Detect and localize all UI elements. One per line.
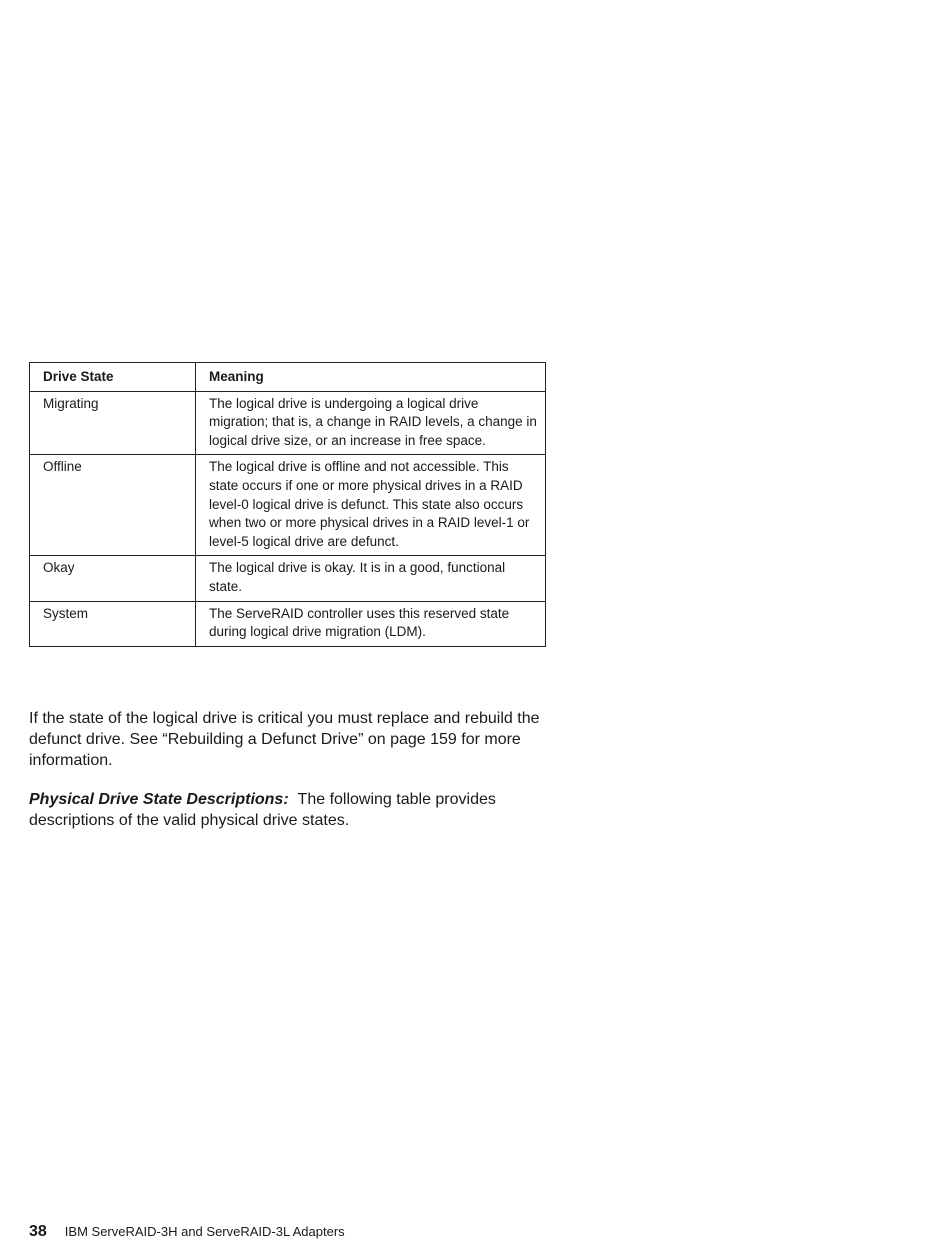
drive-state-cell: Migrating xyxy=(30,391,196,455)
drive-state-cell: Okay xyxy=(30,556,196,601)
meaning-cell: The logical drive is okay. It is in a good, functional state. xyxy=(196,556,546,601)
table-row xyxy=(30,556,546,601)
table-row xyxy=(30,391,546,455)
drive-state-cell: System xyxy=(30,601,196,646)
run-in-heading: Physical Drive State Descriptions: xyxy=(29,791,289,808)
meaning-cell: The ServeRAID controller uses this reserved state during logical drive migration (LDM). xyxy=(196,601,546,646)
table-header-row xyxy=(30,363,546,392)
meaning-cell: The logical drive is offline and not accessible. This state occurs if one or more physical drives in a RAID level-0 logical drive is defunct. This state also occurs when two or more physical drives in a RAID level-1 or level-5 logical drive are defunct. xyxy=(196,455,546,556)
drive-state-table xyxy=(29,362,546,647)
book-title: IBM ServeRAID-3H and ServeRAID-3L Adapters xyxy=(64,1224,345,1239)
table-row xyxy=(30,601,546,646)
intro-text: The following table provides descriptions of the valid physical drive states. xyxy=(29,791,496,829)
column-header-meaning: Meaning xyxy=(196,363,546,392)
meaning-cell: The logical drive is undergoing a logical drive migration; that is, a change in RAID levels, a change in logical drive size, or an increase in free space. xyxy=(196,391,546,455)
table-row xyxy=(30,455,546,556)
column-header-drive-state: Drive State xyxy=(30,363,196,392)
physical-drive-states-intro xyxy=(29,789,549,831)
drive-state-cell: Offline xyxy=(30,455,196,556)
critical-state-paragraph: If the state of the logical drive is critical you must replace and rebuild the defunct drive. See “Rebuilding a Defunct Drive” on page 159 for more information. xyxy=(29,710,540,769)
page-footer xyxy=(29,1222,345,1242)
page-number: 38 xyxy=(29,1223,47,1240)
